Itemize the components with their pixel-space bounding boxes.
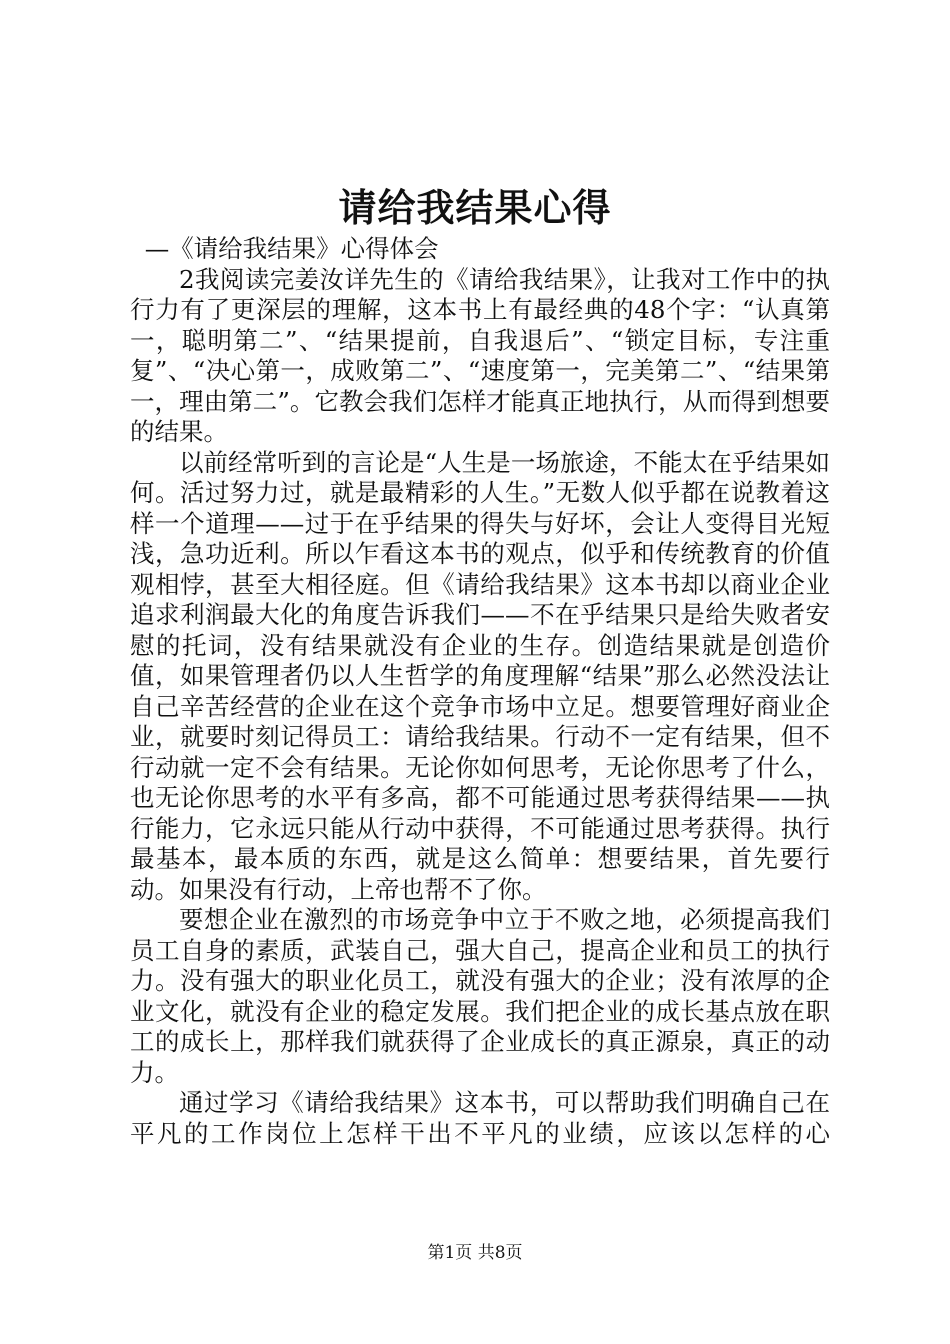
paragraph-2: 以前经常听到的言论是“人生是一场旅途，不能太在乎结果如何。活过努力过，就是最精彩的人生。”无数人似乎都在说教着这样一个道理——过于在乎结果的得失与好坏，会让人变得目光短浅，急功近利。所以乍看这本书的观点，似乎和传统教育的价值观相悖，甚至大相径庭。但《请给我结果》这本书却以商业企业追求利润最大化的角度告诉我们——不在乎结果只是给失败者安慰的托词，没有结果就没有企业的生存。创造结果就是创造价值，如果管理者仍以人生哲学的角度理解“结果”那么必然没法让自己辛苦经营的企业在这个竞争市场中立足。想要管理好商业企业，就要时刻记得员工：请给我结果。行动不一定有结果，但不行动就一定不会有结果。无论你如何思考，无论你思考了什么，也无论你思考的水平有多高，都不可能通过思考获得结果——执行能力，它永远只能从行动中获得，不可能通过思考获得。执行最基本，最本质的东西，就是这么简单：想要结果，首先要行动。如果没有行动，上帝也帮不了你。 (130, 447, 830, 904)
paragraph-4: 通过学习《请给我结果》这本书，可以帮助我们明确自己在平凡的工作岗位上怎样干出不平凡的业绩，应该以怎样的心 (130, 1088, 830, 1148)
paragraph-3: 要想企业在激烈的市场竞争中立于不败之地，必须提高我们员工自身的素质，武装自己，强大自己，提高企业和员工的执行力。没有强大的职业化员工，就没有强大的企业；没有浓厚的企业文化，就没有企业的稳定发展。我们把企业的成长基点放在职工的成长上，那样我们就获得了企业成长的真正源泉，真正的动力。 (130, 905, 830, 1087)
page-footer: 第1页 共8页 (427, 1243, 523, 1263)
paragraph-1: 2我阅读完姜汝详先生的《请给我结果》，让我对工作中的执行力有了更深层的理解，这本书上有最经典的48个字：“认真第一，聪明第二”、“结果提前，自我退后”、“锁定目标，专注重复”、“决心第一，成败第二”、“速度第一，完美第二”、“结果第一，理由第二”。它教会我们怎样才能真正地执行，从而得到想要的结果。 (130, 264, 830, 446)
page-title: 请给我结果心得 (338, 185, 612, 230)
document-body (130, 234, 830, 1149)
document-subtitle: —《请给我结果》心得体会 (144, 234, 439, 263)
